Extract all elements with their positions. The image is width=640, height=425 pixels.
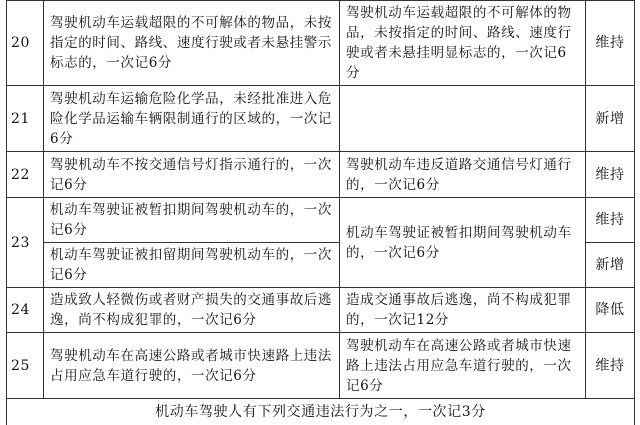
new-rule-text: 驾驶机动车在高速公路或者城市快速路上违法占用应急车道行驶的，一次记6分 [44,333,340,399]
status-cell: 维持 [586,1,635,86]
old-rule-text: 驾驶机动车违反道路交通信号灯通行的，一次记6分 [340,152,586,198]
status-cell: 维持 [586,152,635,198]
new-rule-text: 机动车驾驶证被扣留期间驾驶机动车的，一次记6分 [44,243,340,288]
demerit-points-table [6,0,635,425]
table-row [7,333,635,399]
row-number: 24 [7,288,44,333]
new-rule-text: 造成致人轻微伤或者财产损失的交通事故后逃逸，尚不构成犯罪的，一次记6分 [44,288,340,333]
status-cell: 维持 [586,198,635,243]
section-heading: 机动车驾驶人有下列交通违法行为之一，一次记3分 [7,399,635,425]
status-cell: 新增 [586,86,635,152]
new-rule-text: 驾驶机动车运输危险化学品，未经批准进入危险化学品运输车辆限制通行的区域的，一次记6分 [44,86,340,152]
table-row [7,288,635,333]
demerit-table-container [6,0,634,425]
status-cell: 新增 [586,243,635,288]
table-row [7,399,635,425]
table-row [7,152,635,198]
row-number: 23 [7,198,44,288]
table-row [7,86,635,152]
old-rule-text: 驾驶机动车运载超限的不可解体的物品，未按指定的时间、路线、速度行驶或者未悬挂明显标志的，一次记6分 [340,1,586,86]
row-number: 22 [7,152,44,198]
old-rule-text: 机动车驾驶证被暂扣期间驾驶机动车的，一次记6分 [340,198,586,288]
old-rule-text: 驾驶机动车在高速公路或者城市快速路上违法占用应急车道行驶的，一次记6分 [340,333,586,399]
row-number: 20 [7,1,44,86]
new-rule-text: 驾驶机动车不按交通信号灯指示通行的，一次记6分 [44,152,340,198]
table-row [7,198,635,243]
new-rule-text: 机动车驾驶证被暂扣期间驾驶机动车的，一次记6分 [44,198,340,243]
old-rule-text [340,86,586,152]
old-rule-text: 造成交通事故后逃逸，尚不构成犯罪的，一次记12分 [340,288,586,333]
table-row [7,1,635,86]
row-number: 21 [7,86,44,152]
status-cell: 降低 [586,288,635,333]
status-cell: 维持 [586,333,635,399]
row-number: 25 [7,333,44,399]
new-rule-text: 驾驶机动车运载超限的不可解体的物品，未按指定的时间、路线、速度行驶或者未悬挂警示标志的，一次记6分 [44,1,340,86]
